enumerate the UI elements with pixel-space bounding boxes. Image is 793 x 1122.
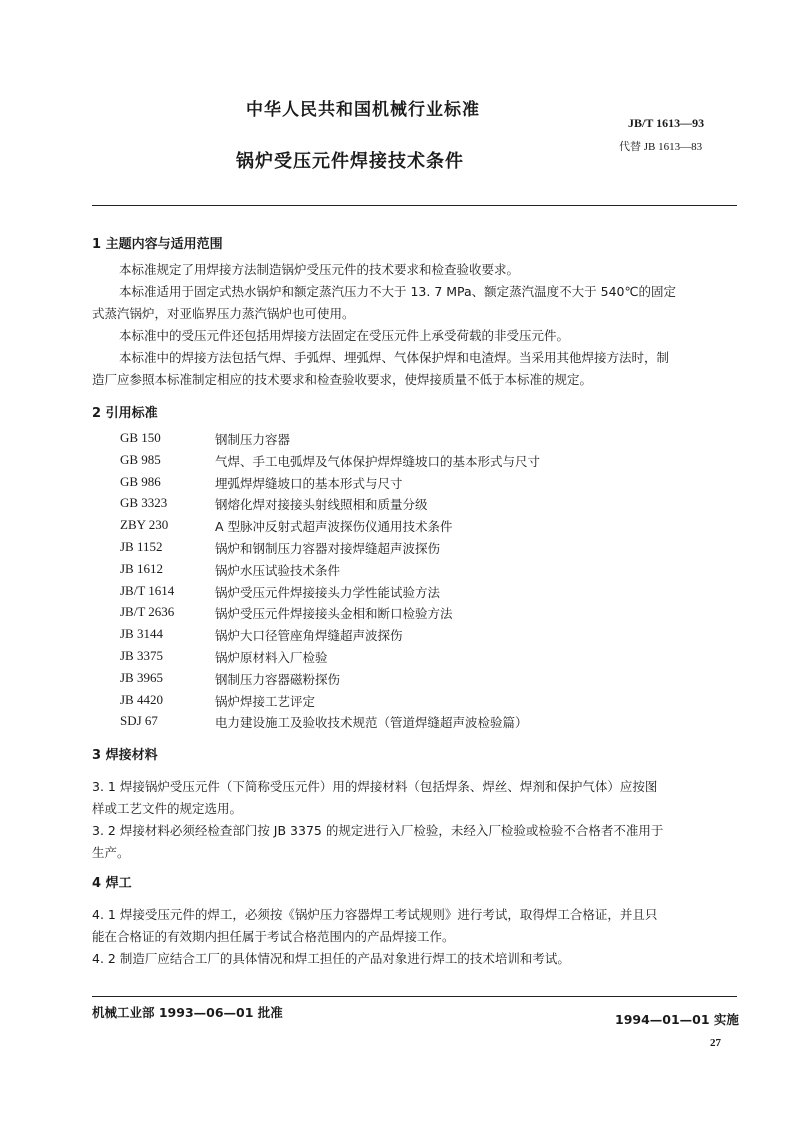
- section-2-heading: 2 引用标准: [92, 406, 158, 421]
- s1-paragraph-1: 本标准规定了用焊接方法制造锅炉受压元件的技术要求和检查验收要求。: [119, 262, 520, 277]
- reference-title: 钢熔化焊对接接头射线照相和质量分级: [215, 497, 428, 512]
- replaces-standard: 代替 JB 1613—83: [619, 141, 703, 153]
- section-4-heading: 4 焊工: [92, 876, 132, 891]
- reference-title: 埋弧焊焊缝坡口的基本形式与尺寸: [215, 476, 403, 491]
- reference-code: GB 986: [120, 474, 161, 489]
- s1-paragraph-4-line-2: 造厂应参照本标准制定相应的技术要求和检查验收要求，使焊接质量不低于本标准的规定。: [92, 372, 593, 387]
- s4-clause-1-line-1: 4. 1 焊接受压元件的焊工，必须按《锅炉压力容器焊工考试规则》进行考试，取得焊工合格证，并且只: [92, 907, 658, 922]
- s3-clause-1-line-2: 样或工艺文件的规定选用。: [92, 801, 243, 816]
- reference-title: 锅炉原材料入厂检验: [215, 650, 328, 665]
- reference-code: JB 4420: [120, 692, 163, 707]
- s1-paragraph-2-line-2: 式蒸汽锅炉，对亚临界压力蒸汽锅炉也可使用。: [92, 306, 355, 321]
- s4-clause-1-line-2: 能在合格证的有效期内担任属于考试合格范围内的产品焊接工作。: [92, 929, 455, 944]
- reference-title: 气焊、手工电弧焊及气体保护焊焊缝坡口的基本形式与尺寸: [215, 454, 541, 469]
- reference-title: 锅炉受压元件焊接接头金相和断口检验方法: [215, 606, 453, 621]
- reference-code: JB 3144: [120, 626, 163, 641]
- s1-paragraph-3: 本标准中的受压元件还包括用焊接方法固定在受压元件上承受荷载的非受压元件。: [119, 328, 570, 343]
- reference-title: 锅炉水压试验技术条件: [215, 563, 341, 578]
- section-3-heading: 3 焊接材料: [92, 748, 158, 763]
- reference-title: 锅炉大口径管座角焊缝超声波探伤: [215, 628, 403, 643]
- reference-code: JB 1152: [120, 539, 163, 554]
- section-1-heading: 1 主题内容与适用范围: [92, 237, 223, 252]
- reference-title: 钢制压力容器: [215, 432, 291, 447]
- reference-code: GB 985: [120, 452, 161, 467]
- standard-number: JB/T 1613—93: [628, 116, 705, 130]
- reference-title: 锅炉受压元件焊接接头力学性能试验方法: [215, 585, 441, 600]
- reference-code: JB/T 1614: [120, 583, 175, 598]
- reference-code: JB 1612: [120, 561, 163, 576]
- reference-title: A 型脉冲反射式超声波探伤仪通用技术条件: [215, 519, 453, 534]
- s3-clause-1-line-1: 3. 1 焊接锅炉受压元件（下简称受压元件）用的焊接材料（包括焊条、焊丝、焊剂和保护气体）应按图: [92, 779, 658, 794]
- reference-code: JB 3375: [120, 648, 163, 663]
- effective-date: 1994—01—01 实施: [615, 1012, 739, 1027]
- reference-code: JB 3965: [120, 670, 163, 685]
- s1-paragraph-2-line-1: 本标准适用于固定式热水锅炉和额定蒸汽压力不大于 13. 7 MPa、额定蒸汽温度不大于 540℃的固定: [119, 284, 677, 299]
- reference-title: 钢制压力容器磁粉探伤: [215, 672, 341, 687]
- reference-title: 锅炉焊接工艺评定: [215, 694, 316, 709]
- issuing-org-title: 中华人民共和国机械行业标准: [246, 100, 480, 120]
- reference-code: JB/T 2636: [120, 604, 175, 619]
- reference-title: 锅炉和钢制压力容器对接焊缝超声波探伤: [215, 541, 441, 556]
- document-title: 锅炉受压元件焊接技术条件: [236, 151, 464, 172]
- page-number: 27: [710, 1037, 721, 1049]
- reference-code: GB 3323: [120, 495, 168, 510]
- approval-line: 机械工业部 1993—06—01 批准: [92, 1005, 283, 1020]
- header-divider: [92, 205, 737, 206]
- reference-code: SDJ 67: [120, 713, 158, 728]
- s3-clause-2-line-2: 生产。: [92, 845, 130, 860]
- footer-divider: [92, 996, 737, 997]
- s4-clause-2: 4. 2 制造厂应结合工厂的具体情况和焊工担任的产品对象进行焊工的技术培训和考试。: [92, 951, 570, 966]
- s3-clause-2-line-1: 3. 2 焊接材料必须经检查部门按 JB 3375 的规定进行入厂检验，未经入厂检验或检验不合格者不准用于: [92, 823, 664, 838]
- reference-code: ZBY 230: [120, 517, 169, 532]
- reference-code: GB 150: [120, 430, 161, 445]
- reference-title: 电力建设施工及验收技术规范（管道焊缝超声波检验篇）: [215, 715, 528, 730]
- s1-paragraph-4-line-1: 本标准中的焊接方法包括气焊、手弧焊、埋弧焊、气体保护焊和电渣焊。当采用其他焊接方法时，制: [119, 350, 670, 365]
